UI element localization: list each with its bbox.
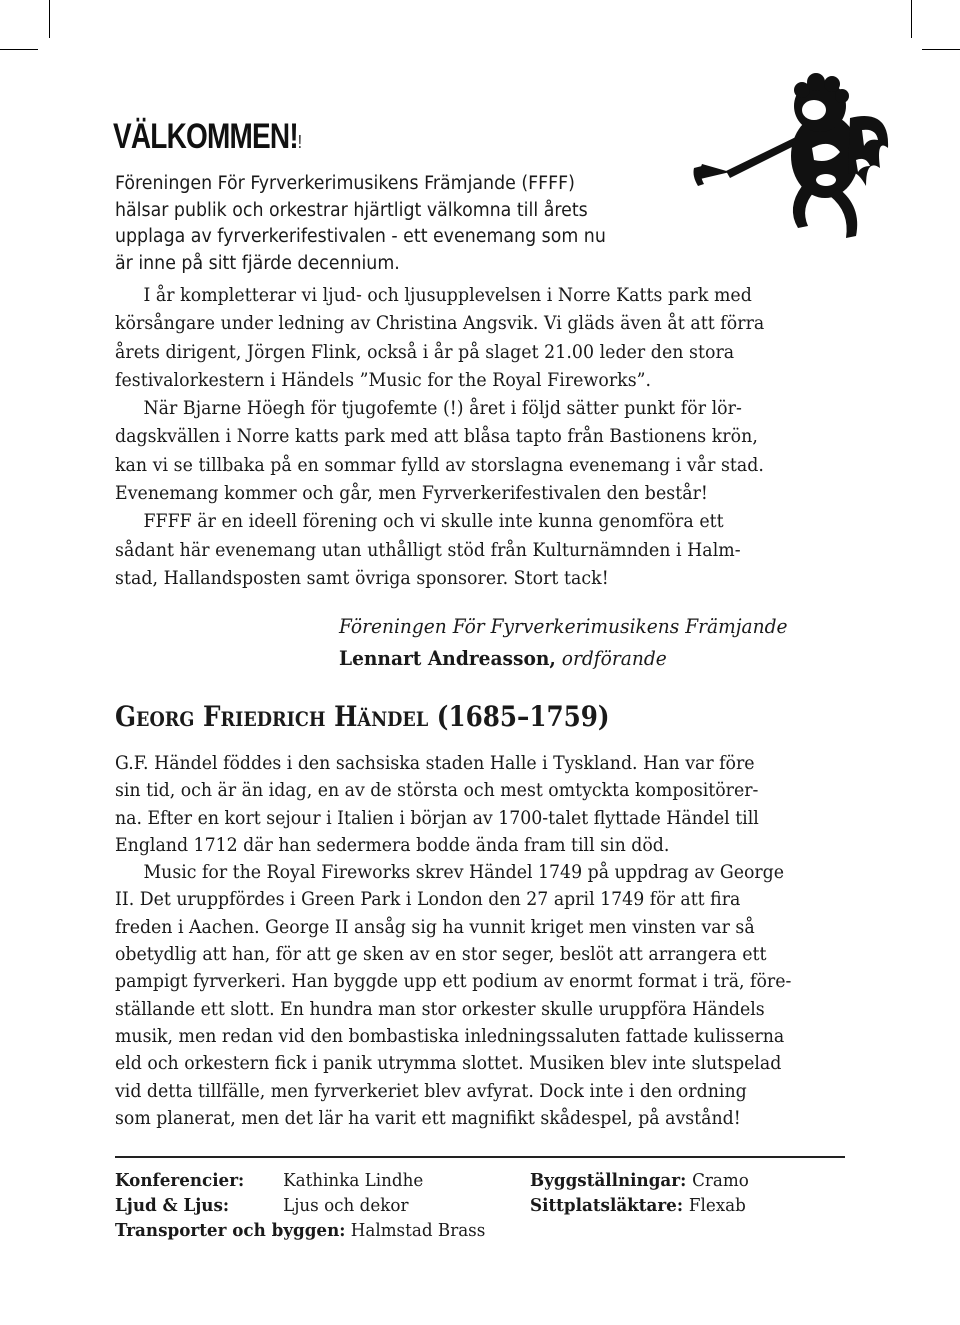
crop-mark bbox=[49, 0, 50, 38]
credit-label: Transporter och byggen: bbox=[115, 1220, 346, 1241]
credit-row bbox=[115, 1218, 485, 1243]
credit-row bbox=[115, 1168, 485, 1193]
text-line: Evenemang kommer och går, men Fyrverkerifestivalen den består! bbox=[115, 483, 708, 505]
credits-left bbox=[115, 1168, 485, 1243]
text-line: vid detta tillfälle, men fyrverkeriet blev avfyrat. Dock inte i den ordning bbox=[115, 1080, 747, 1102]
text-line: II. Det uruppfördes i Green Park i London den 27 april 1749 för att fira bbox=[115, 889, 741, 911]
signature-organization: Föreningen För Fyrverkerimusikens Främjande bbox=[339, 614, 788, 638]
credits-right bbox=[530, 1168, 749, 1218]
text-line: kan vi se tillbaka på en sommar fylld av storslagna evenemang i vår stad. bbox=[115, 454, 764, 476]
credit-value: Ljus och dekor bbox=[283, 1195, 409, 1216]
crop-mark bbox=[0, 49, 38, 50]
handel-body bbox=[115, 750, 835, 1132]
text-line: pampigt fyrverkeri. Han byggde upp ett podium av enormt format i trä, före- bbox=[115, 971, 792, 993]
intro-paragraph bbox=[115, 171, 670, 277]
text-line: När Bjarne Höegh för tjugofemte (!) året i följd sätter punkt för lör- bbox=[143, 398, 742, 420]
crop-mark bbox=[911, 0, 912, 38]
signature bbox=[339, 610, 788, 674]
welcome-mark: ! bbox=[297, 132, 302, 152]
text-line: musik, men redan vid den bombastiska inledningssaluten fattade kulisserna bbox=[115, 1025, 785, 1047]
text-line: obetydlig att han, för att ge sken av en stor seger, beslöt att arrangera ett bbox=[115, 944, 767, 966]
text-line: är inne på sitt fjärde decennium. bbox=[115, 252, 400, 274]
text-line: stad, Hallandsposten samt övriga sponsorer. Stort tack! bbox=[115, 567, 609, 589]
text-line: Föreningen För Fyrverkerimusikens Främjande (FFFF) bbox=[115, 173, 575, 194]
credit-row bbox=[530, 1168, 749, 1193]
credit-row bbox=[115, 1193, 485, 1218]
text-line: festivalorkestern i Händels ”Music for the Royal Fireworks”. bbox=[115, 369, 652, 391]
section-heading: Georg Friedrich Händel (1685–1759) bbox=[115, 700, 610, 733]
text-line: eld och orkestern fick i panik utrymma slottet. Musiken blev inte slutspelad bbox=[115, 1053, 782, 1075]
text-line: na. Efter en kort sejour i Italien i början av 1700-talet flyttade Händel till bbox=[115, 807, 759, 829]
text-line: G.F. Händel föddes i den sachsiska staden Halle i Tyskland. Han var före bbox=[115, 753, 755, 774]
text-line: England 1712 där han sedermera bodde ända fram till sin död. bbox=[115, 834, 670, 856]
credit-label: Ljud & Ljus: bbox=[115, 1195, 230, 1216]
crop-mark bbox=[922, 49, 960, 50]
welcome-heading: VÄLKOMMEN!! bbox=[113, 117, 302, 156]
text-line: FFFF är en ideell förening och vi skulle inte kunna genomföra ett bbox=[143, 511, 724, 533]
text-line: körsångare under ledning av Christina Angsvik. Vi gläds även åt att förra bbox=[115, 313, 765, 335]
text-line: sin tid, och är än idag, en av de största och mest omtyckta kompositörer- bbox=[115, 780, 759, 802]
text-line: sådant här evenemang utan uthålligt stöd från Kulturnämnden i Halm- bbox=[115, 539, 741, 561]
text-line: Music for the Royal Fireworks skrev Händel 1749 på uppdrag av George bbox=[143, 862, 785, 884]
text-line: upplaga av fyrverkerifestivalen - ett evenemang som nu bbox=[115, 226, 606, 247]
credit-value: Flexab bbox=[688, 1195, 746, 1216]
credit-value: Halmstad Brass bbox=[350, 1220, 486, 1241]
text-line: I år kompletterar vi ljud- och ljusupplevelsen i Norre Katts park med bbox=[143, 285, 752, 306]
credit-value: Kathinka Lindhe bbox=[283, 1170, 424, 1191]
text-line: freden i Aachen. George II ansåg sig ha vunnit kriget men vinsten var så bbox=[115, 916, 755, 938]
text-line: årets dirigent, Jörgen Flink, också i år på slaget 21.00 leder den stora bbox=[115, 341, 735, 363]
text-line: som planerat, men det lär ha varit ett magnifikt skådespel, på avstånd! bbox=[115, 1107, 741, 1129]
credit-label: Sittplatsläktare: bbox=[530, 1195, 689, 1216]
text-line: dagskvällen i Norre katts park med att blåsa tapto från Bastionens krön, bbox=[115, 426, 758, 448]
welcome-body bbox=[115, 282, 835, 593]
text-line: hälsar publik och orkestrar hjärtligt välkomna till årets bbox=[115, 199, 588, 221]
text-line: ställande ett slott. En hundra man stor orkester skulle uruppföra Händels bbox=[115, 998, 765, 1020]
divider bbox=[115, 1156, 845, 1158]
credit-label: Konferencier: bbox=[115, 1170, 245, 1191]
credit-label: Byggställningar: bbox=[530, 1170, 693, 1191]
credit-row bbox=[530, 1193, 749, 1218]
signature-name: Lennart Andreasson, bbox=[339, 646, 556, 670]
credit-value: Cramo bbox=[692, 1170, 749, 1191]
signature-role: ordförande bbox=[561, 646, 667, 670]
cherub-trumpet-illustration bbox=[690, 68, 895, 246]
